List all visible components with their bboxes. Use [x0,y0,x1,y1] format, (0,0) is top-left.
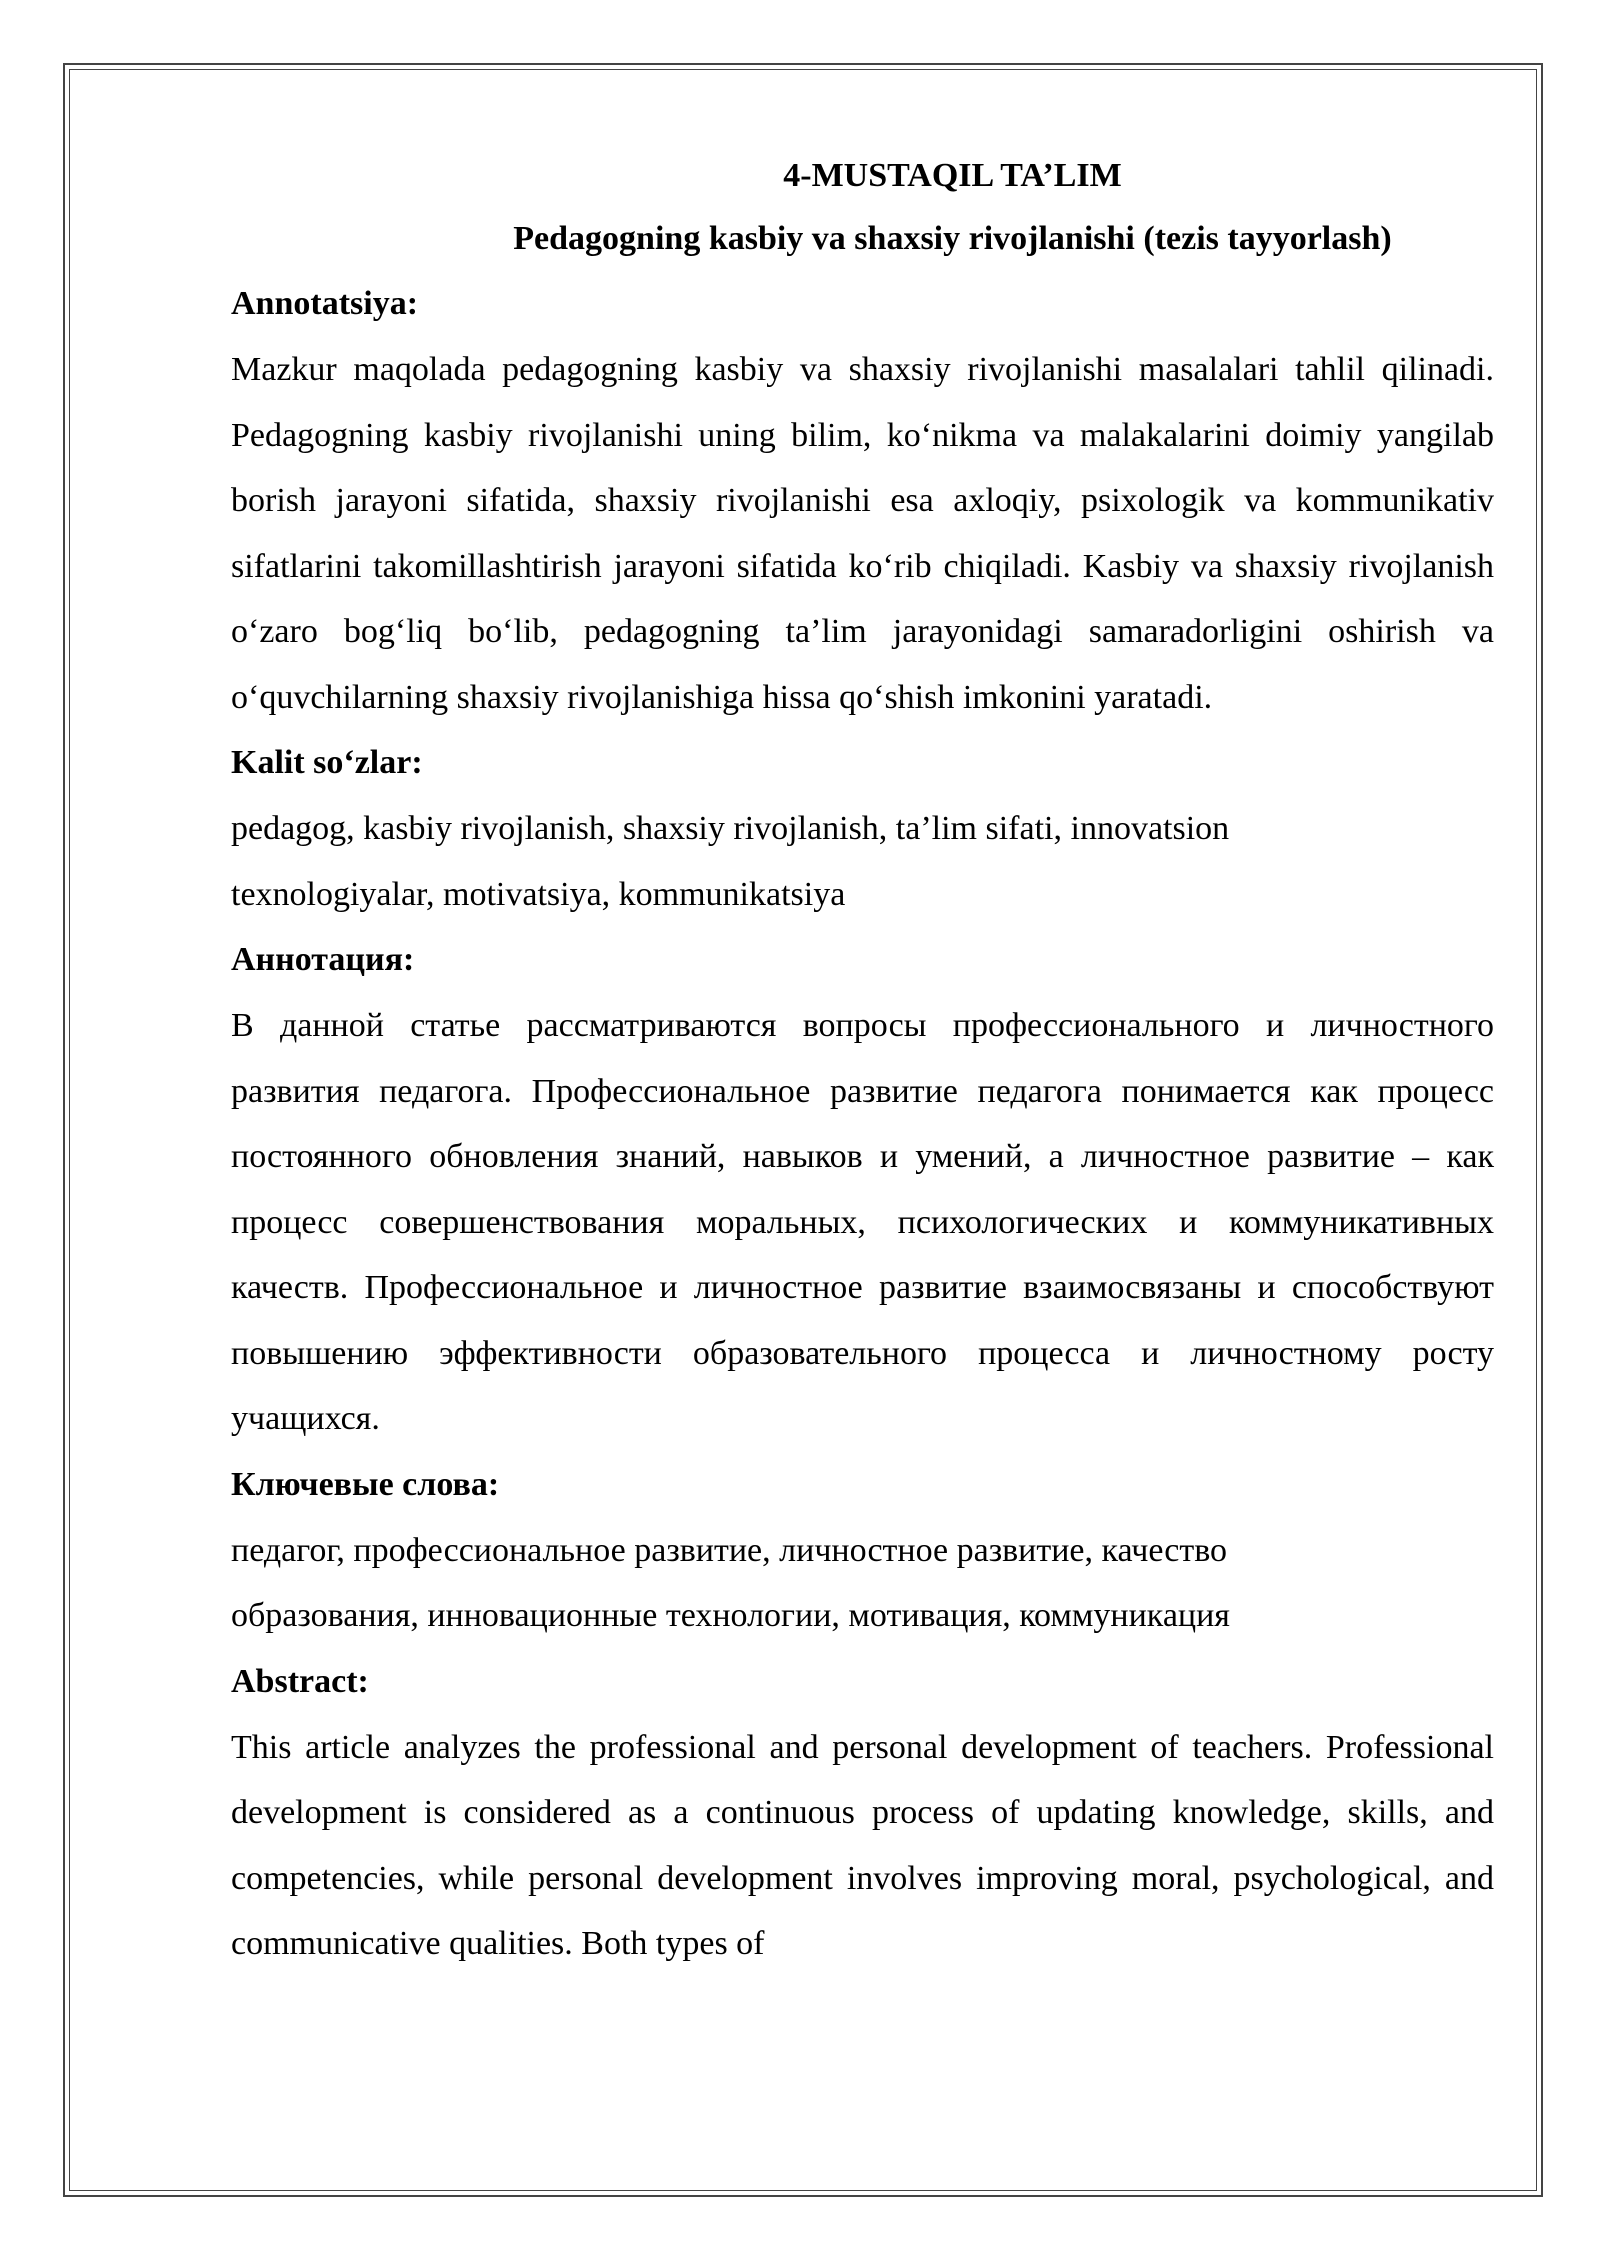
document-subtitle: Pedagogning kasbiy va shaxsiy rivojlanishi (tezis tayyorlash) [513,220,1392,257]
annotation-ru-text: В данной статье рассматриваются вопросы профессионального и личностного развития педагога. Профессиональное развитие педагога понимается как процесс постоянного обновления знаний, навыков и умений, а личностное развитие – как процесс совершенствования моральных, психологических и коммуникативных качеств. Профессиональное и личностное развитие взаимосвязаны и способствуют повышению эффективности образовательного процесса и личностному росту учащихся. [231,1007,1494,1437]
document-title: 4-MUSTAQIL TA’LIM [783,157,1122,194]
keywords-ru-line-2: образования, инновационные технологии, мотивация, коммуникация [231,1597,1230,1634]
annotation-uz-heading: Annotatsiya: [231,285,419,322]
keywords-ru-heading: Ключевые слова: [231,1465,500,1503]
document-body [231,146,1494,1977]
keywords-uz-heading: Kalit so‘zlar: [231,744,423,781]
keywords-ru-line-1: педагог, профессиональное развитие, личностное развитие, качество [231,1531,1228,1569]
keywords-uz-line-2: texnologiyalar, motivatsiya, kommunikatsiya [231,875,846,913]
abstract-en-heading: Abstract: [231,1662,369,1700]
annotation-ru-heading: Аннотация: [231,941,415,978]
abstract-en-text: This article analyzes the professional and personal development of teachers. Professional development is considered as a continuous process of updating knowledge, skills, and competencies, while personal development involves improving moral, psychological, and communicative qualities. Both types of [231,1728,1494,1962]
keywords-uz-line-1: pedagog, kasbiy rivojlanish, shaxsiy rivojlanish, ta’lim sifati, innovatsion [231,810,1230,847]
annotation-uz-text: Mazkur maqolada pedagogning kasbiy va shaxsiy rivojlanishi masalalari tahlil qilinadi. Pedagogning kasbiy rivojlanishi uning bilim, ko‘nikma va malakalarini doimiy yangilab borish jarayoni sifatida, shaxsiy rivojlanishi esa axloqiy, psixologik va kommunikativ sifatlarini takomillashtirish jarayoni sifatida ko‘rib chiqiladi. Kasbiy va shaxsiy rivojlanish o‘zaro bog‘liq bo‘lib, pedagogning ta’lim jarayonidagi samaradorligini oshirish va o‘quvchilarning shaxsiy rivojlanishiga hissa qo‘shish imkonini yaratadi. [231,351,1494,716]
